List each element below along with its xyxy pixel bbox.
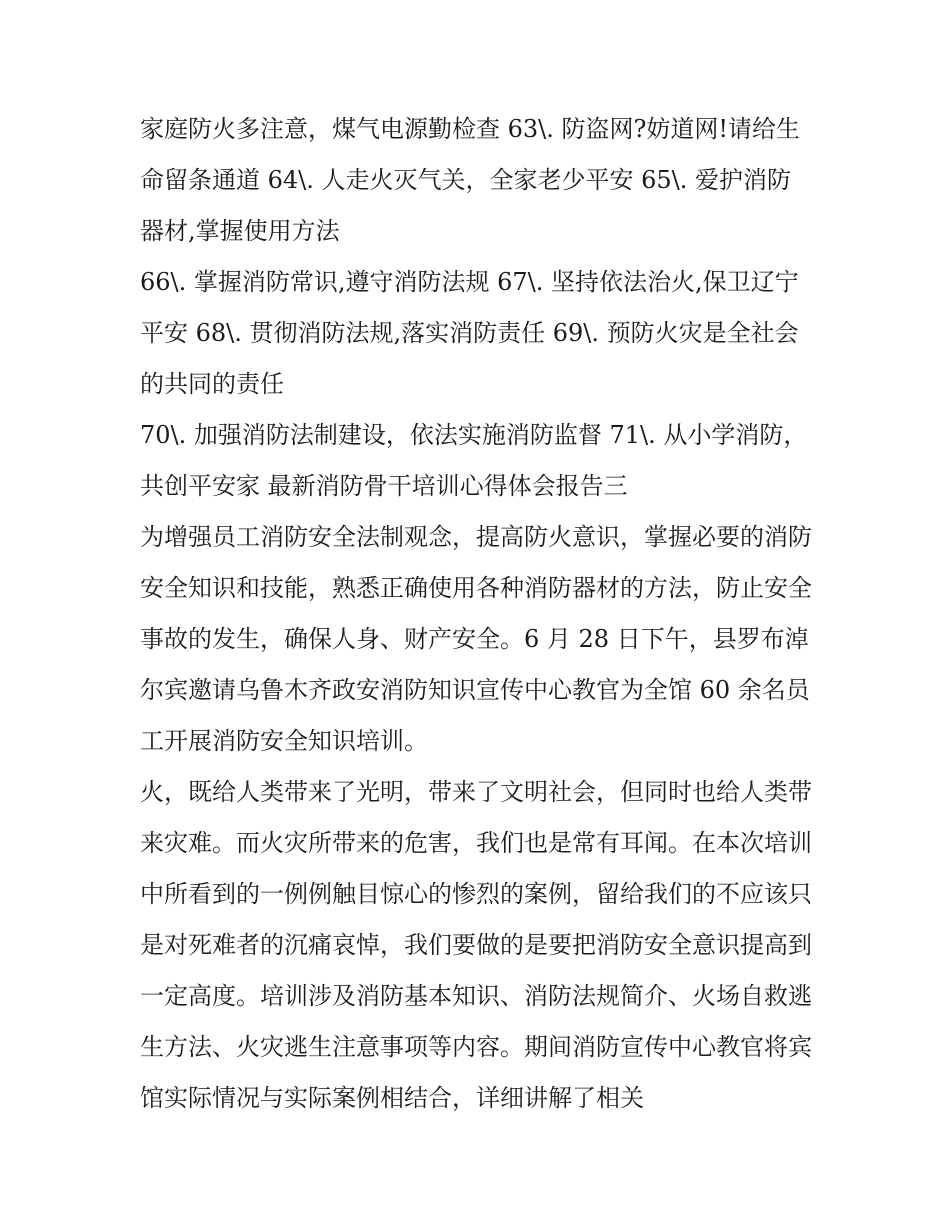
document-body <box>140 104 815 1124</box>
paragraph-training-intro: 为增强员工消防安全法制观念，提高防火意识，掌握必要的消防安全知识和技能，熟悉正确使用各种消防器材的方法，防止安全事故的发生，确保人身、财产安全。6 月 28 日下午，县罗布淖尔宾邀请乌鲁木齐政安消防知识宣传中心教官为全馆 60 余名员工开展消防安全知识培训。 <box>140 523 812 755</box>
paragraph-slogans-70-71: 70\. 加强消防法制建设，依法实施消防监督 71\. 从小学消防，共创平安家 最新消防骨干培训心得体会报告三 <box>140 421 808 500</box>
paragraph-training-reflection: 火，既给人类带来了光明，带来了文明社会，但同时也给人类带来灾难。而火灾所带来的危害，我们也是常有耳闻。在本次培训中所看到的一例例触目惊心的惨烈的案例，留给我们的不应该只是对死难者的沉痛哀悼，我们要做的是要把消防安全意识提高到一定高度。培训涉及消防基本知识、消防法规简介、火场自救逃生方法、火灾逃生注意事项等内容。期间消防宣传中心教官将宾馆实际情况与实际案例相结合，详细讲解了相关 <box>140 778 812 1112</box>
paragraph-slogans-63-65: 家庭防火多注意，煤气电源勤检查 63\. 防盗网?妨道网!请给生命留条通道 64\. 人走火灭气关，全家老少平安 65\. 爱护消防器材,掌握使用方法 <box>140 115 801 245</box>
paragraph-slogans-66-69: 66\. 掌握消防常识,遵守消防法规 67\. 坚持依法治火,保卫辽宁平安 68\. 贯彻消防法规,落实消防责任 69\. 预防火灾是全社会的共同的责任 <box>140 268 799 398</box>
